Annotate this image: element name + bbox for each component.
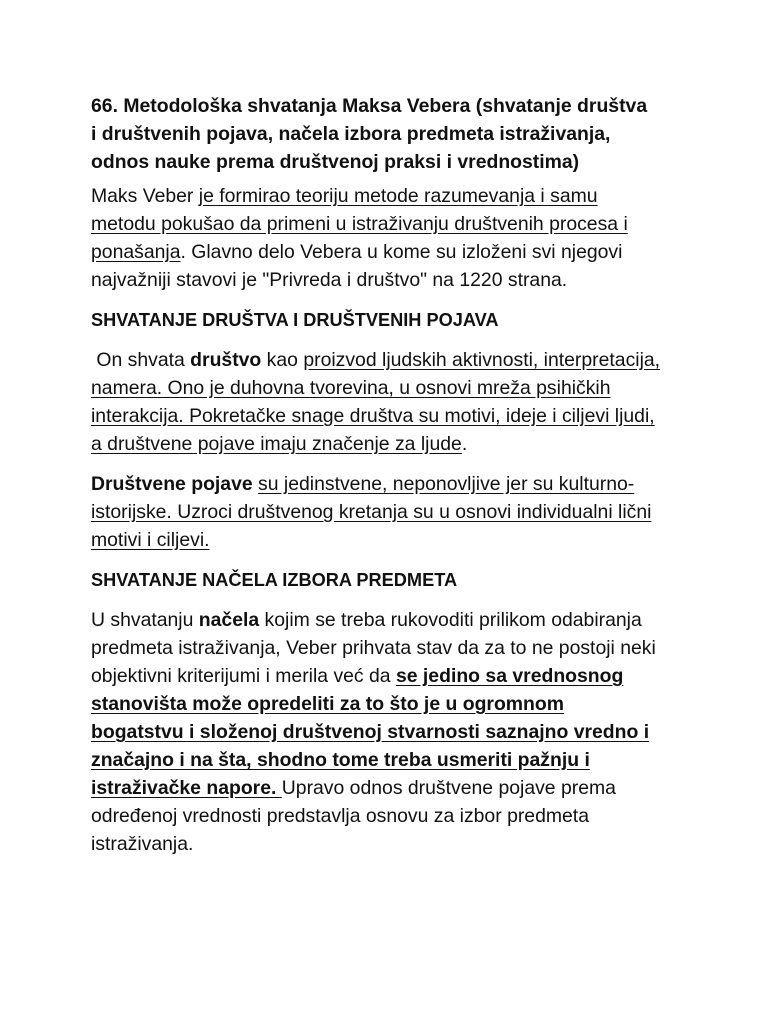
society-underlined-text: proizvod ljudskih aktivnosti, interpretacija,	[303, 349, 661, 371]
selection-bold-underlined-text: značajno i na šta, shodno tome treba usmeriti pažnju i	[91, 749, 590, 771]
section-heading-selection: SHVATANJE NAČELA IZBORA PREDMETA	[91, 570, 458, 590]
intro-underlined-text: je formirao teoriju metode razumevanja i samu	[198, 185, 598, 207]
selection-line-2: predmeta istraživanja, Veber prihvata stav da za to ne postoji neki	[91, 637, 656, 659]
title-line-2: i društvenih pojava, načela izbora predmeta istraživanja,	[91, 123, 611, 145]
document-page	[91, 92, 691, 870]
phenomena-line-3	[91, 526, 691, 554]
title-line-1: 66. Metodološka shvatanja Maksa Vebera (shvatanje društva	[91, 95, 648, 117]
selection-text: Upravo odnos društvene pojave prema	[281, 777, 616, 799]
intro-text: Maks Veber	[91, 185, 199, 207]
society-text: On shvata	[96, 349, 191, 371]
intro-line-3	[91, 238, 691, 266]
selection-line-7	[91, 774, 691, 802]
selection-bold-underlined-text: se jedino sa vrednosnog	[395, 665, 624, 687]
paragraph-social-phenomena	[91, 470, 691, 554]
selection-line-8: određenoj vrednosti predstavlja osnovu za izbor predmeta	[91, 805, 589, 827]
phenomena-bold-term: Društvene pojave	[91, 473, 253, 495]
selection-bold-underlined-text: bogatstvu i složenoj društvenoj stvarnosti saznajno vredno i	[91, 721, 650, 743]
selection-line-6	[91, 746, 691, 774]
society-line-4	[91, 430, 691, 458]
phenomena-underlined-text: istorijske. Uzroci društvenog kretanja su u osnovi individualni lični	[91, 501, 652, 523]
selection-line-9: istraživanja.	[91, 833, 194, 855]
selection-line-1	[91, 606, 691, 634]
intro-underlined-text: ponašanja	[91, 241, 181, 263]
phenomena-underlined-text: motivi i ciljevi.	[91, 529, 210, 551]
selection-line-5	[91, 718, 691, 746]
selection-line-4	[91, 690, 691, 718]
society-line-3	[91, 402, 691, 430]
society-underlined-text: a društvene pojave imaju značenje za ljude	[91, 433, 462, 455]
section-heading-society: SHVATANJE DRUŠTVA I DRUŠTVENIH POJAVA	[91, 310, 499, 330]
intro-line-2	[91, 210, 691, 238]
society-underlined-text: namera. Ono je duhovna tvorevina, u osnovi mreža psihičkih	[91, 377, 611, 399]
selection-line-3	[91, 662, 691, 690]
society-underlined-text: interakcija. Pokretačke snage društva su motivi, ideje i ciljevi ljudi,	[91, 405, 655, 427]
intro-underlined-text: metodu pokušao da primeni u istraživanju društvenih procesa i	[91, 213, 628, 235]
selection-bold-term: načela	[198, 609, 260, 631]
document-title	[91, 92, 691, 176]
phenomena-underlined-text: su jedinstvene, neponovljive jer su kulturno-	[258, 473, 635, 495]
phenomena-line-2	[91, 498, 691, 526]
intro-text: . Glavno delo Vebera u kome su izloženi svi njegovi	[180, 241, 623, 263]
phenomena-line-1	[91, 470, 691, 498]
intro-line-4: najvažniji stavovi je "Privreda i društvo" na 1220 strana.	[91, 269, 568, 291]
selection-bold-underlined-text: istraživačke napore.	[91, 777, 282, 799]
intro-line-1	[91, 182, 691, 210]
society-bold-term: društvo	[190, 349, 262, 371]
society-line-1	[91, 346, 691, 374]
society-text: kao	[261, 349, 304, 371]
selection-text: kojim se treba rukovoditi prilikom odabiranja	[259, 609, 642, 631]
selection-text: objektivni kriterijumi i merila već da	[91, 665, 396, 687]
paragraph-intro	[91, 182, 691, 294]
title-line-3: odnos nauke prema društvenoj praksi i vrednostima)	[91, 151, 580, 173]
selection-text: U shvatanju	[91, 609, 199, 631]
paragraph-society	[91, 346, 691, 458]
selection-bold-underlined-text: stanovišta može opredeliti za to što je u ogromnom	[91, 693, 564, 715]
society-text: .	[461, 433, 468, 455]
society-line-2	[91, 374, 691, 402]
paragraph-selection	[91, 606, 691, 858]
